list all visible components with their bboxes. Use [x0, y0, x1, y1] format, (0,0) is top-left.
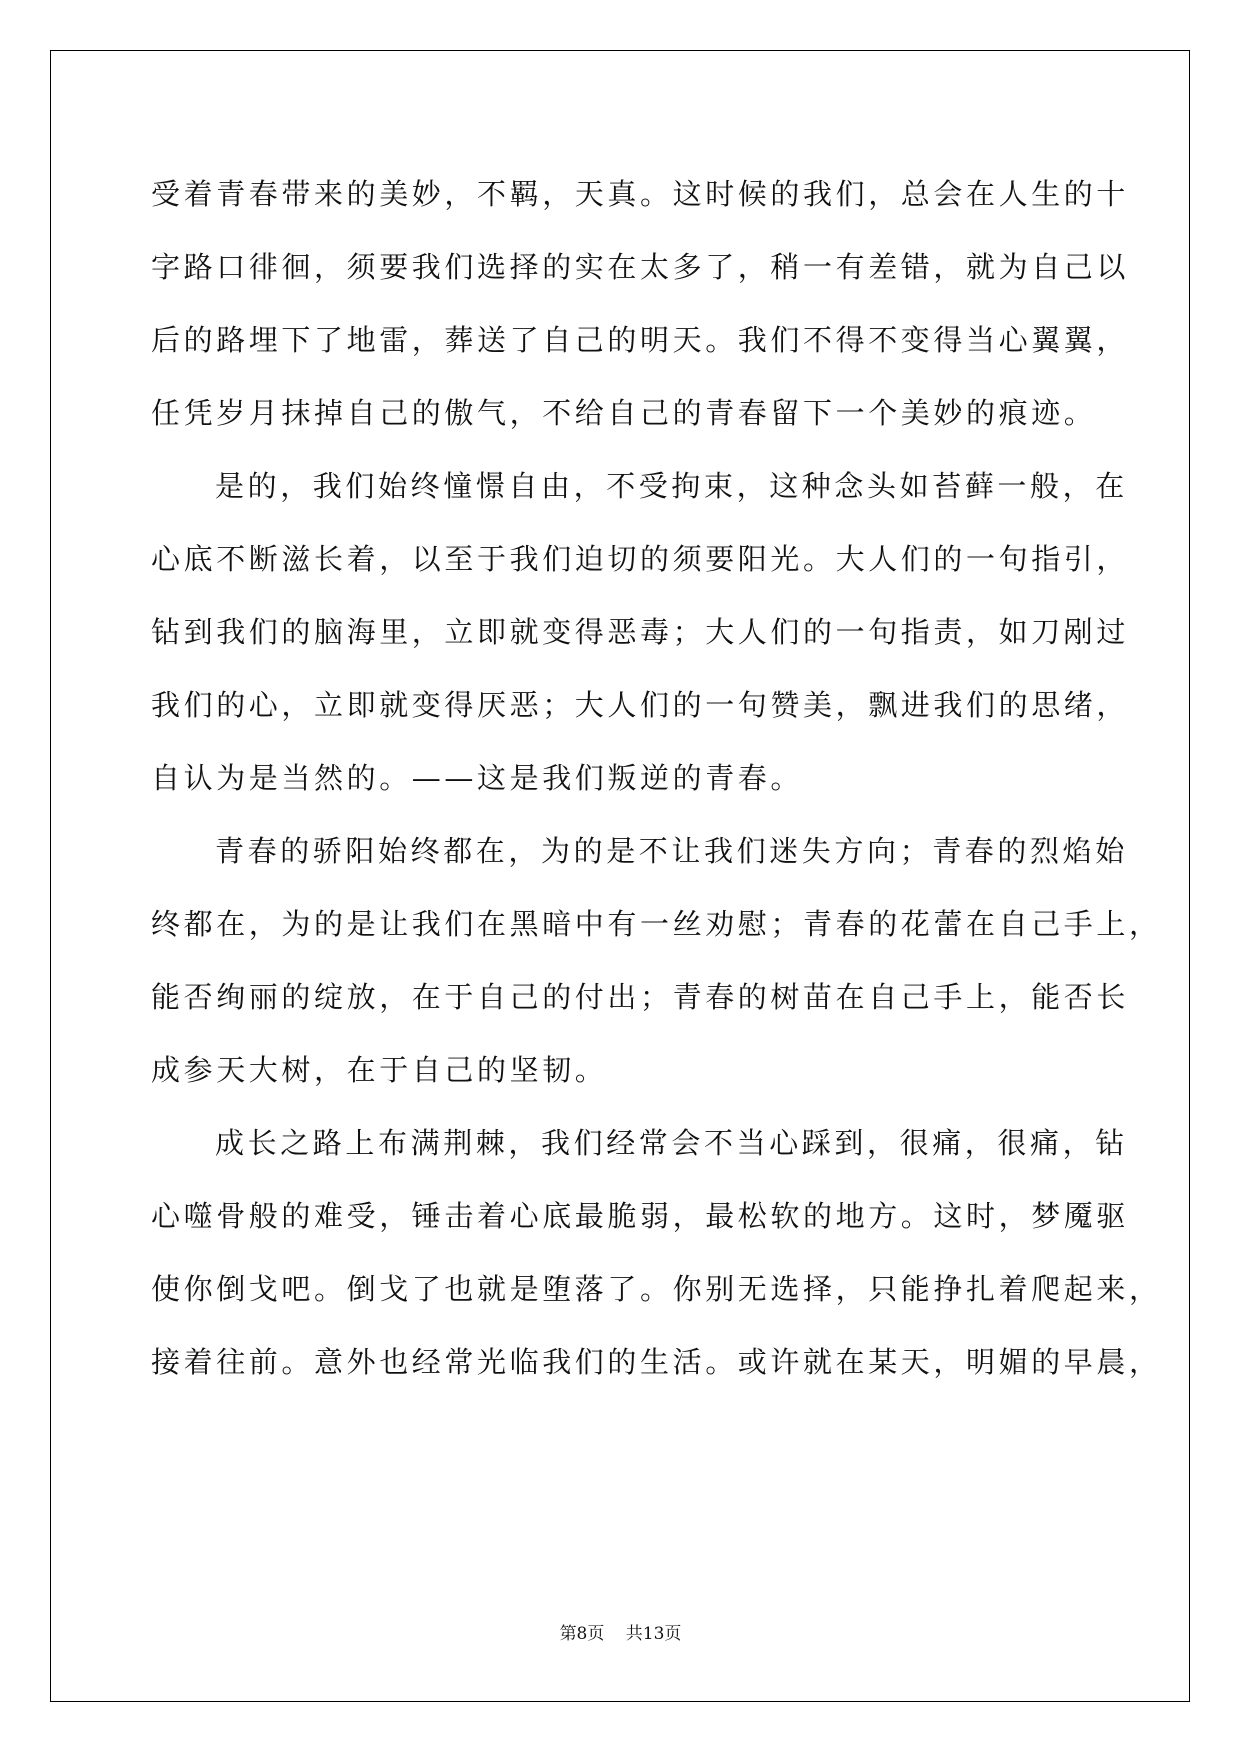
text-line: 自认为是当然的。——这是我们叛逆的青春。 [151, 761, 804, 795]
paragraph-1 [151, 158, 1130, 450]
text-line: 字路口徘徊，须要我们选择的实在太多了，稍一有差错，就为自己以 [151, 250, 1130, 284]
page-footer [0, 1619, 1241, 1644]
document-body [151, 158, 1162, 1399]
text-line: 心底不断滋长着，以至于我们迫切的须要阳光。大人们的一句指引， [151, 542, 1130, 576]
text-line: 后的路埋下了地雷，葬送了自己的明天。我们不得不变得当心翼翼， [151, 323, 1130, 357]
page-total: 共13页 [625, 1624, 682, 1644]
text-line: 接着往前。意外也经常光临我们的生活。或许就在某天，明媚的早晨， [151, 1345, 1162, 1379]
paragraph-4 [151, 1107, 1162, 1399]
text-line: 心噬骨般的难受，锤击着心底最脆弱，最松软的地方。这时，梦魇驱 [151, 1199, 1130, 1233]
text-line: 成参天大树，在于自己的坚韧。 [151, 1053, 608, 1087]
text-line: 终都在，为的是让我们在黑暗中有一丝劝慰；青春的花蕾在自己手上， [151, 907, 1162, 941]
page-number: 第8页 [559, 1624, 605, 1644]
text-line: 青春的骄阳始终都在，为的是不让我们迷失方向；青春的烈焰始 [215, 834, 1128, 868]
text-line: 成长之路上布满荆棘，我们经常会不当心踩到，很痛，很痛，钻 [215, 1126, 1128, 1160]
text-line: 使你倒戈吧。倒戈了也就是堕落了。你别无选择，只能挣扎着爬起来， [151, 1272, 1162, 1306]
text-line: 我们的心，立即就变得厌恶；大人们的一句赞美，飘进我们的思绪， [151, 688, 1130, 722]
text-line: 任凭岁月抹掉自己的傲气，不给自己的青春留下一个美妙的痕迹。 [151, 396, 1097, 430]
text-line: 是的，我们始终憧憬自由，不受拘束，这种念头如苔藓一般，在 [215, 469, 1128, 503]
paragraph-2 [151, 450, 1130, 815]
text-line: 能否绚丽的绽放，在于自己的付出；青春的树苗在自己手上，能否长 [151, 980, 1130, 1014]
text-line: 钻到我们的脑海里，立即就变得恶毒；大人们的一句指责，如刀剐过 [151, 615, 1130, 649]
text-line: 受着青春带来的美妙，不羁，天真。这时候的我们，总会在人生的十 [151, 177, 1130, 211]
paragraph-3 [151, 815, 1162, 1107]
